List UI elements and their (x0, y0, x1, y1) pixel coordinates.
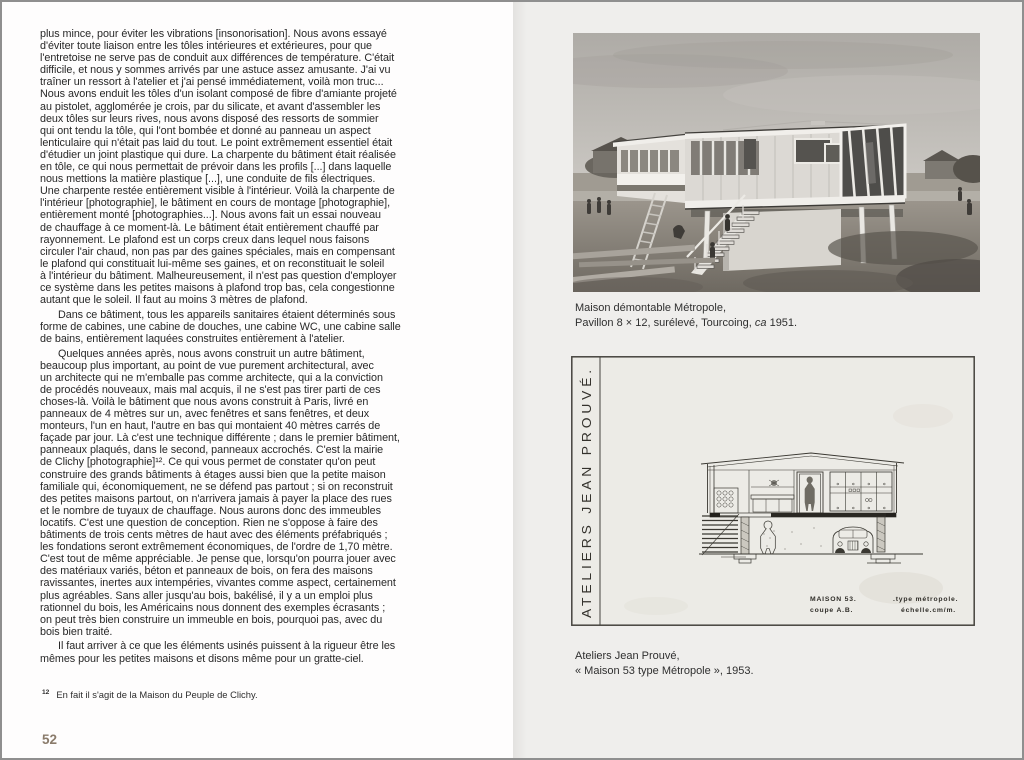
text-line: à l'intérieur du bâtiment. Malheureusement, il n'est pas question d'employer (40, 269, 397, 282)
text-line: des matériaux variés, béton et panneaux de bois, on fera des maisons (40, 565, 373, 578)
text-line: construire des grands bâtiments à étages aussi bien que la petite maison (40, 468, 386, 481)
drawing-caption-line1: Ateliers Jean Prouvé, (575, 650, 680, 662)
text-line: traîner un ressort à l'atelier et j'ai pensé immédiatement, voilà mon truc... (40, 76, 384, 89)
photo-caption-line1: Maison démontable Métropole, (575, 302, 727, 314)
text-line: bois bien traité. (40, 625, 113, 638)
page-number: 52 (42, 732, 58, 747)
text-line: ce système dans les petites maisons à plafond trop bas, cela congestionne (40, 281, 395, 294)
drawing-vertical-title: ATELIERS JEAN PROUVÉ. (580, 389, 594, 618)
text-line: au pistolet, agglomérée je crois, par du silicate, et avant d'assembler les (40, 100, 381, 113)
text-line: de procédés nouveaux, mais mal acquis, il ne s'est pas tirer parti de ces (40, 383, 381, 396)
text-line: Nous avons enduit les tôles d'un isolant composé de fibre d'amiante projeté (40, 88, 397, 101)
footnote (42, 689, 258, 700)
drawing-illustration (571, 356, 975, 626)
text-line: en tôle, ce qui nous permettait de prévoir dans les profils [...] dans laquelle (40, 161, 392, 174)
text-line: familiale qui, économiquement, ne se défend pas partout ; si on reconstruit (40, 480, 393, 493)
text-line: deux tôles sur leurs rives, nous avons disposé des ressorts de sommier (40, 112, 379, 125)
photo-caption-line2: Pavillon 8 × 12, surélevé, Tourcoing, ca 1951. (575, 317, 798, 329)
footnote-text: En fait il s'agit de la Maison du Peuple de Clichy. (56, 689, 258, 700)
paragraph (40, 640, 472, 664)
text-line: panneaux plaqués, dans le second, panneaux accrochés. C'est la mairie (40, 444, 384, 457)
text-line: Dans ce bâtiment, tous les appareils sanitaires étaient déterminés sous (58, 308, 396, 321)
text-line: rayonnement. Le plafond est un corps creux dans lequel nous faisons (40, 233, 370, 246)
text-line: Une charpente restée entièrement visible à l'intérieur. Voilà la charpente de (40, 185, 395, 198)
text-line: autant que le soleil. Il faut au moins 3 mètres de plafond. (40, 294, 308, 307)
text-line: Il faut arriver à ce que les éléments usinés puissent à la rigueur être les (58, 640, 396, 653)
text-line: façade par jour. Là c'est une technique différente ; dans le premier bâtiment, (40, 432, 400, 445)
drawing-caption (575, 649, 754, 679)
footnote-marker: 12 (42, 689, 50, 696)
text-line: et le nombre de tuyaux de chauffage. Nous aurons donc des immeubles (40, 504, 381, 517)
drawing-label-type: .type métropole. (893, 596, 959, 603)
text-line: on peut très bien construire un immeuble en bois, pourquoi pas, avec du (40, 613, 383, 626)
text-line: locatifs. C'est une question de conception. Rien ne s'oppose à faire des (40, 516, 378, 529)
paragraph (40, 28, 472, 306)
text-line: qui ont tendu la tôle, qui l'ont bombée et donné au panneau un aspect (40, 124, 371, 137)
text-line: beaucoup plus important, au point de vue purement architectural, avec (40, 359, 374, 372)
text-line: difficile, et nous y sommes arrivés par une astuce assez amusante. J'ai vu (40, 64, 391, 77)
text-line: panneaux de 4 mètres sur un, avec fenêtres et sans fenêtres, et deux (40, 408, 370, 421)
paragraph (40, 309, 472, 345)
text-line: C'est tout de même appréciable. Je pense que, lorsqu'on pourra jouer avec (40, 553, 396, 566)
text-line: plus agréables. Sans aller jusqu'au bois, bakélisé, il y a un emploi plus (40, 589, 373, 602)
text-line: de chauffage à ce moment-là. Le bâtiment était entièrement chauffé par (40, 221, 379, 234)
photo-maison-metropole (573, 33, 980, 292)
text-line: d'étudier un joint plastique qui dure. La charpente du bâtiment était réalisée (40, 148, 396, 161)
text-line: d'éviter toute liaison entre les tôles intérieures et extérieures, pour que (40, 40, 373, 53)
text-line: l'intérieur [photographie], le bâtiment en cours de montage [photographie], (40, 197, 391, 210)
text-line: rationnel du bois, les Américains nous donnent des exemples écrasants ; (40, 601, 386, 614)
left-page (2, 2, 513, 758)
text-line: monteurs, l'un en haut, l'autre en bas qui montaient 40 mètres carrés de (40, 420, 381, 433)
drawing-label-maison: MAISON 53. (810, 596, 857, 603)
text-line: plus mince, pour éviter les vibrations [insonorisation]. Nous avons essayé (40, 28, 387, 40)
text-line: de Clichy [photographie]¹². Ce qui vous permet de constater qu'on peut (40, 456, 376, 469)
text-line: mêmes pour les petites maisons et disons même pour un gratte-ciel. (40, 652, 364, 665)
text-line: Quelques années après, nous avons construit un autre bâtiment, (58, 347, 365, 360)
text-line: forme de cabines, une cabine de douches, une cabine WC, une cabine salle (40, 320, 401, 333)
right-page (513, 2, 1022, 758)
drawing-maison-53 (571, 356, 975, 626)
text-line: les fondations seront extrêmement économiques, de l'ordre de 1,70 mètre. (40, 541, 393, 554)
text-line: l'entretoise ne serve pas de conduit aux différences de température. C'était (40, 52, 395, 65)
paragraph (40, 348, 472, 638)
text-line: circuler l'air chaud, non pas par des gaines spéciales, mais en compensant (40, 245, 395, 258)
photo-caption (575, 301, 797, 331)
text-line: de bains, entièrement laquées construites entièrement à l'atelier. (40, 332, 345, 345)
text-line: bâtiments de trois cents mètres de haut avec des éléments préfabriqués ; (40, 529, 388, 542)
text-line: ravissantes, inertes aux intempéries, vivantes comme aspect, certainement (40, 577, 396, 590)
text-line: lenticulaire qui n'était pas laid du tout. Le point extrêmement essentiel était (40, 136, 393, 149)
drawing-label-coupe: coupe A.B. (810, 607, 854, 614)
text-line: nous mettions la matière plastique [...], une conduite de fils électriques. (40, 173, 376, 186)
body-text (40, 28, 472, 665)
drawing-label-echelle: échelle.cm/m. (901, 607, 956, 614)
text-line: entièrement monté [photographies...]. Nous avons fait un essai nouveau (40, 209, 382, 222)
photo-illustration (573, 33, 980, 292)
drawing-caption-line2: « Maison 53 type Métropole », 1953. (575, 665, 754, 677)
text-line: un architecte qui ne m'emballe pas comme architecte, qui a la conviction (40, 371, 383, 384)
text-line: des petites maisons partout, on n'arrivera jamais à payer la place des rues (40, 492, 392, 505)
text-line: choses-là. Voilà le bâtiment que nous avons construit à Paris, livré en (40, 396, 369, 408)
text-line: le plafond qui constituait lui-même ses gaines, et on reconstituait le soleil (40, 257, 385, 270)
